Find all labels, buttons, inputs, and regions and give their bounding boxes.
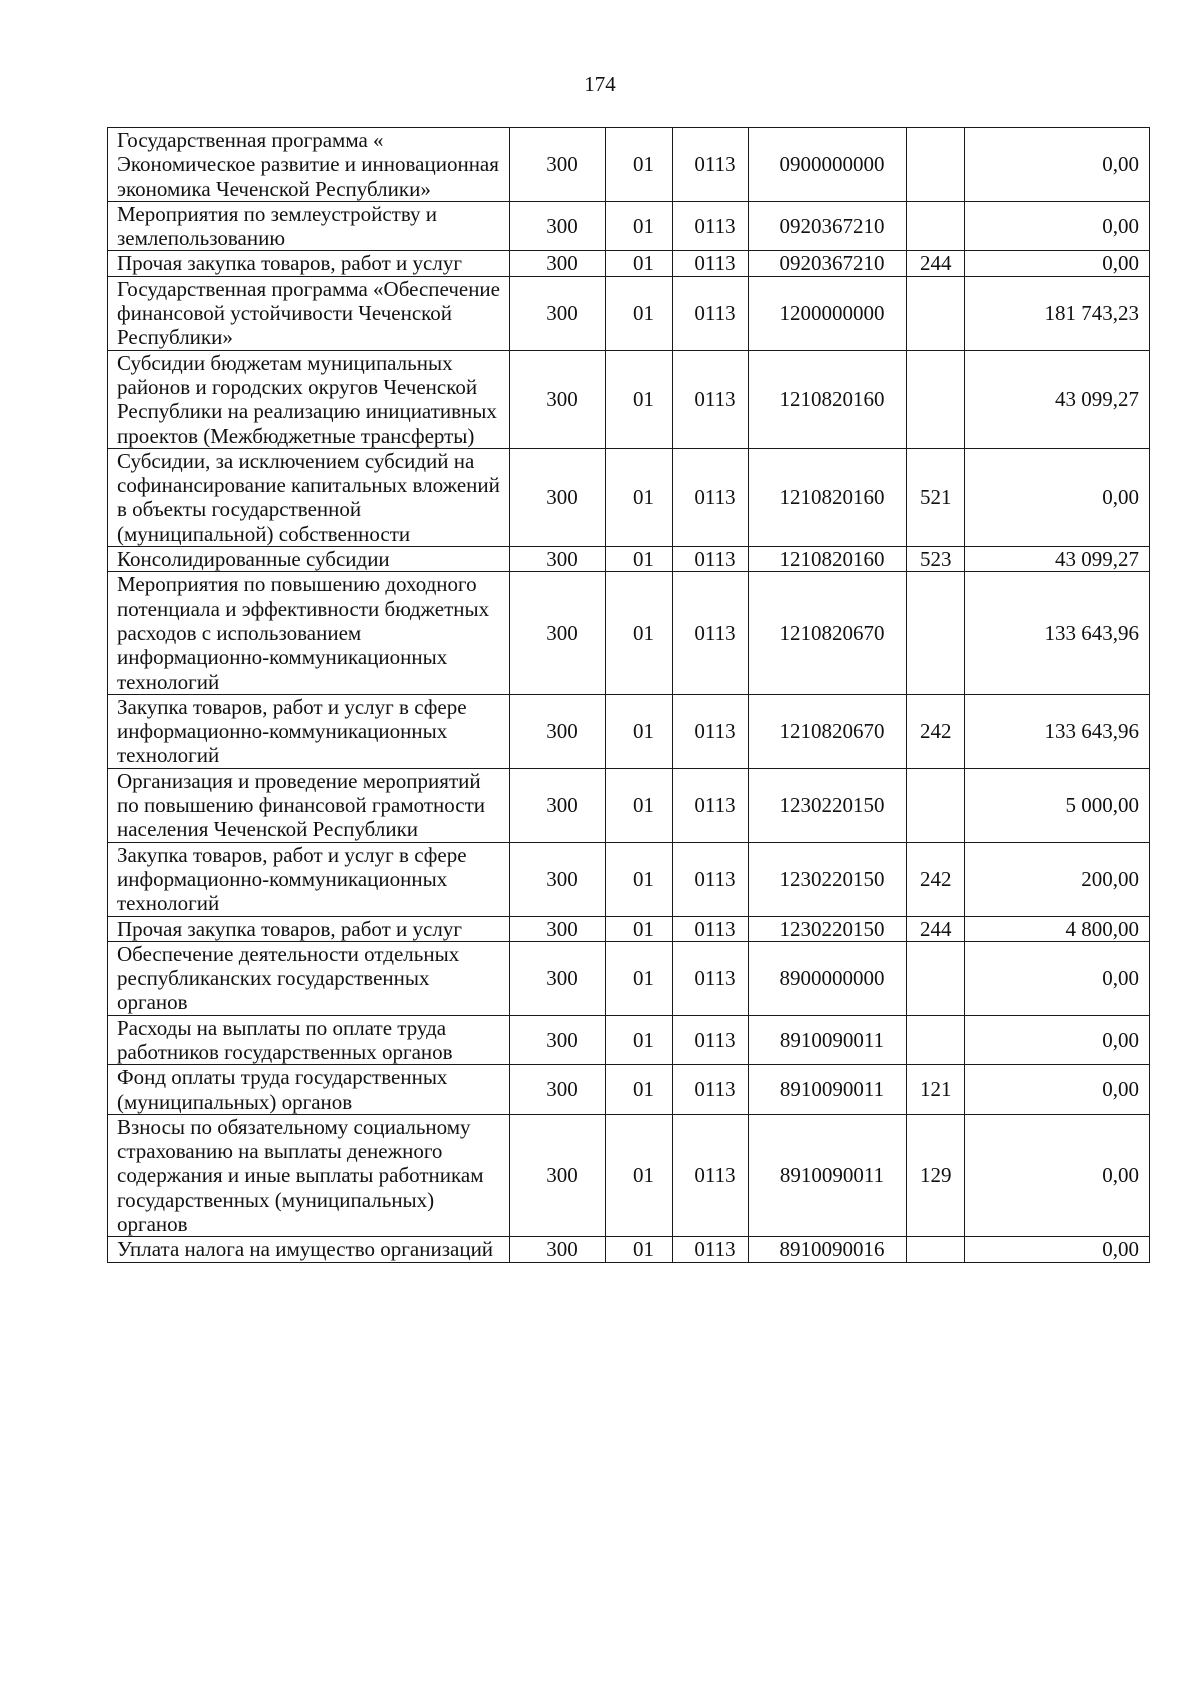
amount-cell: 0,00: [965, 1015, 1150, 1065]
subsection-code-cell: 0113: [673, 1114, 749, 1236]
item-name-cell: Мероприятия по землеустройству и землепользованию: [108, 201, 510, 251]
expense-type-cell: 244: [907, 251, 965, 276]
subsection-code-cell: 0113: [673, 547, 749, 572]
ministry-code-cell: 300: [510, 1015, 606, 1065]
page-number: 174: [584, 72, 616, 96]
table-row: [108, 276, 1150, 350]
subsection-code-cell: 0113: [673, 842, 749, 916]
amount-cell: 0,00: [965, 448, 1150, 546]
expense-type-cell: [907, 201, 965, 251]
amount-cell: 4 800,00: [965, 916, 1150, 941]
amount-cell: 0,00: [965, 251, 1150, 276]
target-article-cell: 1210820160: [749, 350, 907, 448]
expense-type-cell: [907, 572, 965, 694]
target-article-cell: 1210820160: [749, 448, 907, 546]
subsection-code-cell: 0113: [673, 1015, 749, 1065]
section-code-cell: 01: [606, 448, 673, 546]
subsection-code-cell: 0113: [673, 1065, 749, 1115]
expense-type-cell: 523: [907, 547, 965, 572]
item-name-cell: Уплата налога на имущество организаций: [108, 1237, 510, 1262]
target-article-cell: 1210820670: [749, 572, 907, 694]
table-row: [108, 694, 1150, 768]
table-row: [108, 842, 1150, 916]
amount-cell: 0,00: [965, 941, 1150, 1015]
target-article-cell: 0920367210: [749, 251, 907, 276]
target-article-cell: 1230220150: [749, 768, 907, 842]
ministry-code-cell: 300: [510, 768, 606, 842]
target-article-cell: 1200000000: [749, 276, 907, 350]
section-code-cell: 01: [606, 768, 673, 842]
expense-type-cell: 244: [907, 916, 965, 941]
table-row: [108, 128, 1150, 202]
target-article-cell: 8910090011: [749, 1015, 907, 1065]
section-code-cell: 01: [606, 1237, 673, 1262]
section-code-cell: 01: [606, 128, 673, 202]
item-name-cell: Прочая закупка товаров, работ и услуг: [108, 916, 510, 941]
item-name-cell: Фонд оплаты труда государственных (муниципальных) органов: [108, 1065, 510, 1115]
table-row: [108, 572, 1150, 694]
expense-type-cell: 121: [907, 1065, 965, 1115]
target-article-cell: 1210820670: [749, 694, 907, 768]
ministry-code-cell: 300: [510, 448, 606, 546]
amount-cell: 0,00: [965, 1114, 1150, 1236]
ministry-code-cell: 300: [510, 547, 606, 572]
ministry-code-cell: 300: [510, 201, 606, 251]
amount-cell: 133 643,96: [965, 572, 1150, 694]
section-code-cell: 01: [606, 201, 673, 251]
ministry-code-cell: 300: [510, 276, 606, 350]
item-name-cell: Консолидированные субсидии: [108, 547, 510, 572]
item-name-cell: Мероприятия по повышению доходного потенциала и эффективности бюджетных расходов с использованием информационно-коммуникационных технологий: [108, 572, 510, 694]
amount-cell: 43 099,27: [965, 350, 1150, 448]
subsection-code-cell: 0113: [673, 1237, 749, 1262]
subsection-code-cell: 0113: [673, 768, 749, 842]
ministry-code-cell: 300: [510, 128, 606, 202]
table-row: [108, 547, 1150, 572]
table-row: [108, 1065, 1150, 1115]
subsection-code-cell: 0113: [673, 694, 749, 768]
subsection-code-cell: 0113: [673, 201, 749, 251]
amount-cell: 5 000,00: [965, 768, 1150, 842]
subsection-code-cell: 0113: [673, 572, 749, 694]
expense-type-cell: [907, 1237, 965, 1262]
ministry-code-cell: 300: [510, 694, 606, 768]
item-name-cell: Прочая закупка товаров, работ и услуг: [108, 251, 510, 276]
expense-type-cell: 242: [907, 842, 965, 916]
target-article-cell: 8910090011: [749, 1065, 907, 1115]
item-name-cell: Субсидии бюджетам муниципальных районов и городских округов Чеченской Республики на реализацию инициативных проектов (Межбюджетные трансферты): [108, 350, 510, 448]
section-code-cell: 01: [606, 547, 673, 572]
section-code-cell: 01: [606, 572, 673, 694]
section-code-cell: 01: [606, 842, 673, 916]
section-code-cell: 01: [606, 276, 673, 350]
ministry-code-cell: 300: [510, 1114, 606, 1236]
table-row: [108, 1015, 1150, 1065]
subsection-code-cell: 0113: [673, 941, 749, 1015]
ministry-code-cell: 300: [510, 251, 606, 276]
section-code-cell: 01: [606, 251, 673, 276]
target-article-cell: 0920367210: [749, 201, 907, 251]
table-row: [108, 916, 1150, 941]
amount-cell: 0,00: [965, 128, 1150, 202]
section-code-cell: 01: [606, 350, 673, 448]
table-row: [108, 1114, 1150, 1236]
expense-type-cell: 242: [907, 694, 965, 768]
table-row: [108, 1237, 1150, 1262]
target-article-cell: 8910090011: [749, 1114, 907, 1236]
amount-cell: 43 099,27: [965, 547, 1150, 572]
subsection-code-cell: 0113: [673, 350, 749, 448]
ministry-code-cell: 300: [510, 916, 606, 941]
item-name-cell: Государственная программа « Экономическое развитие и инновационная экономика Чеченской Республики»: [108, 128, 510, 202]
table-row: [108, 350, 1150, 448]
expense-type-cell: 521: [907, 448, 965, 546]
amount-cell: 181 743,23: [965, 276, 1150, 350]
ministry-code-cell: 300: [510, 350, 606, 448]
table-row: [108, 941, 1150, 1015]
target-article-cell: 8910090016: [749, 1237, 907, 1262]
expense-type-cell: [907, 768, 965, 842]
expense-type-cell: [907, 350, 965, 448]
table-row: [108, 448, 1150, 546]
target-article-cell: 8900000000: [749, 941, 907, 1015]
subsection-code-cell: 0113: [673, 251, 749, 276]
table-row: [108, 201, 1150, 251]
section-code-cell: 01: [606, 694, 673, 768]
ministry-code-cell: 300: [510, 842, 606, 916]
item-name-cell: Закупка товаров, работ и услуг в сфере информационно-коммуникационных технологий: [108, 694, 510, 768]
subsection-code-cell: 0113: [673, 276, 749, 350]
ministry-code-cell: 300: [510, 1237, 606, 1262]
section-code-cell: 01: [606, 941, 673, 1015]
table-body: [108, 128, 1150, 1263]
amount-cell: 0,00: [965, 1065, 1150, 1115]
expense-type-cell: [907, 128, 965, 202]
expense-type-cell: [907, 941, 965, 1015]
budget-table: [107, 127, 1150, 1263]
item-name-cell: Государственная программа «Обеспечение финансовой устойчивости Чеченской Республики»: [108, 276, 510, 350]
item-name-cell: Обеспечение деятельности отдельных республиканских государственных органов: [108, 941, 510, 1015]
amount-cell: 0,00: [965, 201, 1150, 251]
subsection-code-cell: 0113: [673, 128, 749, 202]
expense-type-cell: [907, 276, 965, 350]
section-code-cell: 01: [606, 916, 673, 941]
target-article-cell: 1230220150: [749, 842, 907, 916]
subsection-code-cell: 0113: [673, 448, 749, 546]
ministry-code-cell: 300: [510, 1065, 606, 1115]
expense-type-cell: 129: [907, 1114, 965, 1236]
amount-cell: 0,00: [965, 1237, 1150, 1262]
item-name-cell: Субсидии, за исключением субсидий на софинансирование капитальных вложений в объекты государственной (муниципальной) собственности: [108, 448, 510, 546]
item-name-cell: Взносы по обязательному социальному страхованию на выплаты денежного содержания и иные выплаты работникам государственных (муниципальных) органов: [108, 1114, 510, 1236]
section-code-cell: 01: [606, 1114, 673, 1236]
subsection-code-cell: 0113: [673, 916, 749, 941]
amount-cell: 200,00: [965, 842, 1150, 916]
target-article-cell: 1210820160: [749, 547, 907, 572]
target-article-cell: 1230220150: [749, 916, 907, 941]
item-name-cell: Организация и проведение мероприятий по повышению финансовой грамотности населения Чеченской Республики: [108, 768, 510, 842]
ministry-code-cell: 300: [510, 941, 606, 1015]
table-row: [108, 768, 1150, 842]
target-article-cell: 0900000000: [749, 128, 907, 202]
expense-type-cell: [907, 1015, 965, 1065]
section-code-cell: 01: [606, 1015, 673, 1065]
item-name-cell: Расходы на выплаты по оплате труда работников государственных органов: [108, 1015, 510, 1065]
section-code-cell: 01: [606, 1065, 673, 1115]
table-row: [108, 251, 1150, 276]
amount-cell: 133 643,96: [965, 694, 1150, 768]
item-name-cell: Закупка товаров, работ и услуг в сфере информационно-коммуникационных технологий: [108, 842, 510, 916]
ministry-code-cell: 300: [510, 572, 606, 694]
